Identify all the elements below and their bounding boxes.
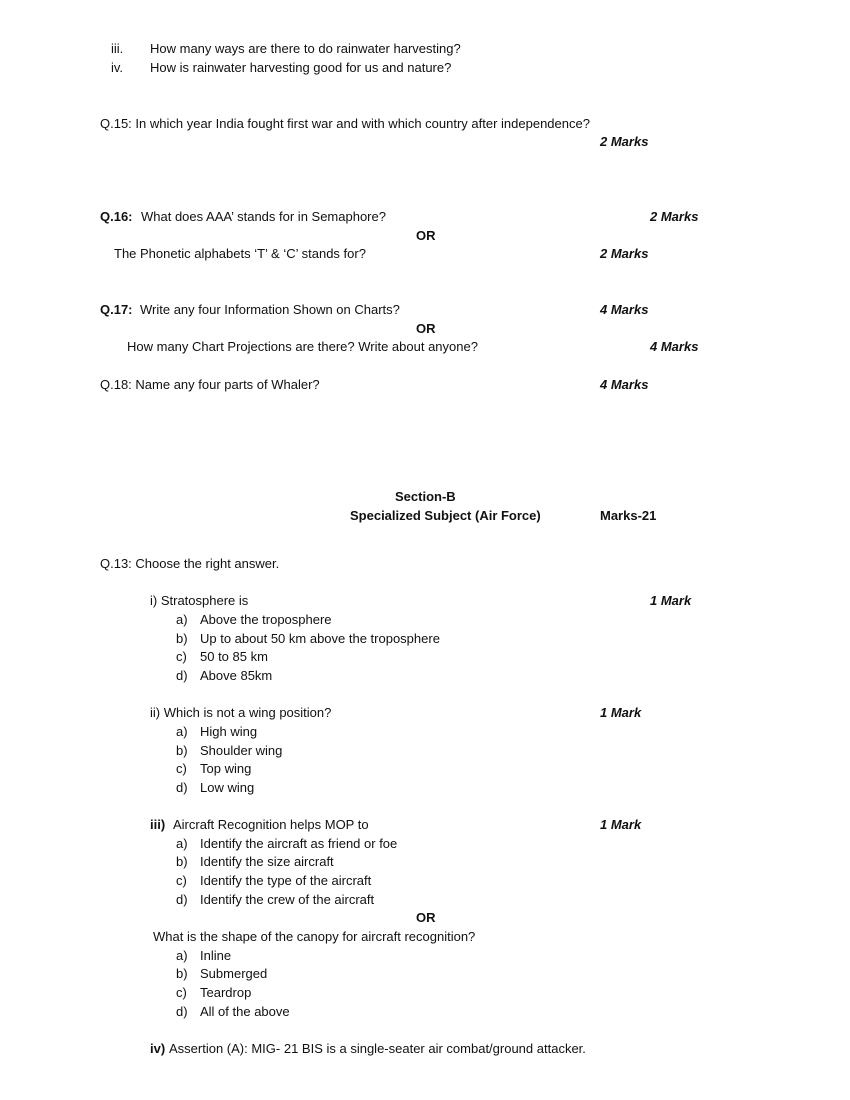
option-letter: a) bbox=[176, 836, 188, 851]
option-letter: d) bbox=[176, 1004, 188, 1019]
option-text: Low wing bbox=[200, 780, 255, 795]
subquestion-i: i) Stratosphere is bbox=[150, 593, 249, 608]
section-subtitle: Specialized Subject (Air Force) bbox=[350, 508, 541, 523]
question-16-alt: The Phonetic alphabets ‘T’ & ‘C’ stands for? bbox=[114, 246, 366, 261]
question-label: Q.16: bbox=[100, 209, 133, 224]
marks-label: 2 Marks bbox=[600, 246, 649, 261]
section-title: Section-B bbox=[395, 489, 456, 504]
marks-label: 1 Mark bbox=[650, 593, 692, 608]
option-text: Shoulder wing bbox=[200, 743, 283, 758]
option-text: Above the troposphere bbox=[200, 612, 332, 627]
option-letter: c) bbox=[176, 761, 187, 776]
option-letter: b) bbox=[176, 854, 188, 869]
option-text: Up to about 50 km above the troposphere bbox=[200, 631, 440, 646]
section-marks: Marks-21 bbox=[600, 508, 657, 523]
or-divider: OR bbox=[416, 228, 436, 243]
option-text: All of the above bbox=[200, 1004, 290, 1019]
marks-label: 4 Marks bbox=[600, 302, 649, 317]
question-text: How many ways are there to do rainwater harvesting? bbox=[150, 41, 461, 56]
option-text: Teardrop bbox=[200, 985, 252, 1000]
option-letter: d) bbox=[176, 668, 188, 683]
subquestion-number: iv) bbox=[150, 1041, 166, 1056]
marks-label: 2 Marks bbox=[650, 209, 699, 224]
subquestion-iii: Aircraft Recognition helps MOP to bbox=[173, 817, 369, 832]
option-text: Identify the crew of the aircraft bbox=[200, 892, 375, 907]
option-text: Identify the aircraft as friend or foe bbox=[200, 836, 398, 851]
marks-label: 1 Mark bbox=[600, 817, 642, 832]
marks-label: 1 Mark bbox=[600, 705, 642, 720]
question-label: Q.17: bbox=[100, 302, 133, 317]
option-letter: d) bbox=[176, 780, 188, 795]
item-number: iv. bbox=[111, 60, 124, 75]
option-letter: a) bbox=[176, 948, 188, 963]
option-text: Above 85km bbox=[200, 668, 273, 683]
subquestion-iii-alt: What is the shape of the canopy for aircraft recognition? bbox=[153, 929, 476, 944]
marks-label: 4 Marks bbox=[650, 339, 699, 354]
option-letter: a) bbox=[176, 612, 188, 627]
option-letter: b) bbox=[176, 743, 188, 758]
option-text: High wing bbox=[200, 724, 258, 739]
option-letter: b) bbox=[176, 631, 188, 646]
question-13: Q.13: Choose the right answer. bbox=[100, 556, 280, 571]
subquestion-ii: ii) Which is not a wing position? bbox=[150, 705, 332, 720]
subquestion-iv: Assertion (A): MIG- 21 BIS is a single-seater air combat/ground attacker. bbox=[169, 1041, 586, 1056]
question-15: Q.15: In which year India fought first war and with which country after independence? bbox=[100, 116, 590, 131]
option-text: 50 to 85 km bbox=[200, 649, 268, 664]
question-17: Write any four Information Shown on Charts? bbox=[140, 302, 400, 317]
subquestion-number: iii) bbox=[150, 817, 166, 832]
option-letter: c) bbox=[176, 649, 187, 664]
option-letter: d) bbox=[176, 892, 188, 907]
item-number: iii. bbox=[111, 41, 124, 56]
option-text: Top wing bbox=[200, 761, 252, 776]
marks-label: 4 Marks bbox=[600, 377, 649, 392]
question-17-alt: How many Chart Projections are there? Write about anyone? bbox=[127, 339, 478, 354]
or-divider: OR bbox=[416, 321, 436, 336]
option-letter: c) bbox=[176, 985, 187, 1000]
option-text: Submerged bbox=[200, 966, 268, 981]
marks-label: 2 Marks bbox=[600, 134, 649, 149]
or-divider: OR bbox=[416, 910, 436, 925]
question-18: Q.18: Name any four parts of Whaler? bbox=[100, 377, 320, 392]
option-text: Inline bbox=[200, 948, 232, 963]
option-letter: b) bbox=[176, 966, 188, 981]
option-letter: a) bbox=[176, 724, 188, 739]
option-text: Identify the type of the aircraft bbox=[200, 873, 372, 888]
question-16: What does AAA’ stands for in Semaphore? bbox=[141, 209, 386, 224]
option-text: Identify the size aircraft bbox=[200, 854, 334, 869]
question-text: How is rainwater harvesting good for us and nature? bbox=[150, 60, 452, 75]
option-letter: c) bbox=[176, 873, 187, 888]
